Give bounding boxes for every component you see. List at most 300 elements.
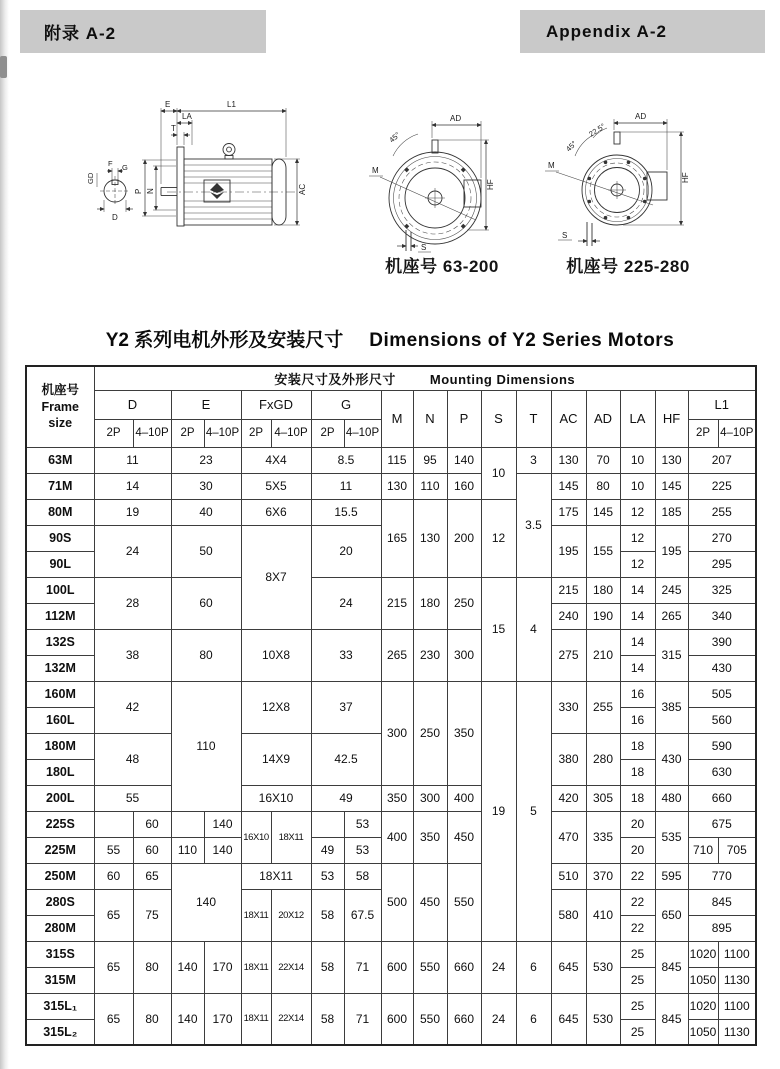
frame-100L: 100L: [26, 577, 94, 603]
table-cell: 350: [413, 811, 447, 863]
side-view-dimensions: [134, 100, 307, 225]
frame-132S: 132S: [26, 629, 94, 655]
table-cell: 33: [311, 629, 381, 681]
table-cell: 60: [94, 863, 133, 889]
page-title: [0, 325, 780, 352]
dim-label-S: S: [562, 231, 568, 240]
table-cell: 305: [586, 785, 620, 811]
table-cell: 255: [586, 681, 620, 733]
table-cell: 12: [481, 499, 516, 577]
table-cell: 295: [688, 551, 756, 577]
table-cell: 37: [311, 681, 381, 733]
table-cell: 155: [586, 525, 620, 577]
angle-label-45: 45°: [387, 130, 402, 145]
table-cell: 80: [133, 941, 171, 993]
table-cell: 140: [171, 863, 241, 941]
appendix-tab-zh: [20, 10, 266, 53]
table-cell: 25: [620, 941, 655, 967]
table-cell: 770: [688, 863, 756, 889]
table-cell: 560: [688, 707, 756, 733]
table-cell: 675: [688, 811, 756, 837]
caption-frame-225-280: 机座号 225-280: [566, 257, 690, 276]
subcol-4-10p: 4–10P: [133, 419, 171, 447]
table-cell: 23: [171, 447, 241, 473]
table-cell: 845: [688, 889, 756, 915]
col-LA: LA: [620, 390, 655, 447]
col-group-FxGD: FxGD: [241, 390, 311, 419]
table-cell: 8X7: [241, 525, 311, 629]
table-cell: 350: [447, 681, 481, 785]
scan-smudge: [0, 56, 7, 78]
table-cell: 58: [311, 889, 344, 941]
table-cell: 130: [551, 447, 586, 473]
dim-label-HF: HF: [486, 179, 495, 190]
table-cell: 530: [586, 941, 620, 993]
appendix-tab-en-label: Appendix A-2: [546, 21, 667, 41]
table-cell: 510: [551, 863, 586, 889]
dim-label-S: S: [421, 243, 427, 252]
table-row: [26, 811, 756, 837]
frame-160M: 160M: [26, 681, 94, 707]
table-cell: 10X8: [241, 629, 311, 681]
subcol-2p: 2P: [171, 419, 204, 447]
col-HF: HF: [655, 390, 688, 447]
table-cell: 24: [481, 941, 516, 993]
table-cell: 165: [381, 499, 413, 577]
table-cell: 42: [94, 681, 171, 733]
frame-63M: 63M: [26, 447, 94, 473]
table-cell: 390: [688, 629, 756, 655]
table-cell: 340: [688, 603, 756, 629]
table-cell: 1130: [718, 1019, 756, 1045]
table-cell: 430: [655, 733, 688, 785]
table-cell: 230: [413, 629, 447, 681]
table-cell: 335: [586, 811, 620, 863]
frame-size-header: 机座号 Frame size: [26, 366, 94, 447]
table-cell: 11: [311, 473, 381, 499]
table-cell: 20: [620, 837, 655, 863]
subcol-2p: 2P: [311, 419, 344, 447]
frame-160L: 160L: [26, 707, 94, 733]
table-cell: 645: [551, 941, 586, 993]
table-cell: 28: [94, 577, 171, 629]
table-cell: 10: [620, 473, 655, 499]
table-cell: 385: [655, 681, 688, 733]
table-cell: 38: [94, 629, 171, 681]
table-cell: 18X11: [271, 811, 311, 863]
table-cell: 18: [620, 733, 655, 759]
table-cell: 71: [344, 993, 381, 1045]
table-cell: 270: [688, 525, 756, 551]
table-cell: 14X9: [241, 733, 311, 785]
table-cell: 550: [413, 993, 447, 1045]
dim-label-GD: GD: [86, 172, 95, 184]
table-cell: 845: [655, 993, 688, 1045]
table-cell: 80: [171, 629, 241, 681]
table-cell: 25: [620, 1019, 655, 1045]
table-cell: 4: [516, 577, 551, 681]
frame-112M: 112M: [26, 603, 94, 629]
dim-label-F: F: [108, 159, 113, 168]
table-cell: 145: [551, 473, 586, 499]
table-cell: 250: [413, 681, 447, 785]
table-cell: 18X11: [241, 889, 271, 941]
table-cell: [171, 811, 204, 837]
table-cell: 58: [311, 993, 344, 1045]
table-cell: 60: [133, 811, 171, 837]
frame-315L₁: 315L₁: [26, 993, 94, 1019]
table-cell: 115: [381, 447, 413, 473]
table-cell: 22X14: [271, 941, 311, 993]
table-cell: 710: [688, 837, 718, 863]
table-cell: 580: [551, 889, 586, 941]
frame-90S: 90S: [26, 525, 94, 551]
table-cell: 53: [311, 863, 344, 889]
table-cell: 25: [620, 993, 655, 1019]
table-cell: 500: [381, 863, 413, 941]
table-cell: 210: [586, 629, 620, 681]
table-cell: 250: [447, 577, 481, 629]
table-cell: 40: [171, 499, 241, 525]
table-cell: 595: [655, 863, 688, 889]
appendix-tab-zh-label: 附录 A-2: [44, 24, 117, 43]
frame-200L: 200L: [26, 785, 94, 811]
page-title-en: Dimensions of Y2 Series Motors: [369, 330, 675, 351]
table-cell: 55: [94, 837, 133, 863]
dim-label-D: D: [112, 213, 118, 222]
dim-label-N: N: [146, 188, 155, 194]
table-cell: 195: [551, 525, 586, 577]
table-cell: 140: [171, 993, 204, 1045]
table-cell: 185: [655, 499, 688, 525]
table-cell: 16: [620, 681, 655, 707]
frame-90L: 90L: [26, 551, 94, 577]
table-cell: 430: [688, 655, 756, 681]
table-cell: 19: [481, 681, 516, 941]
table-row: [26, 473, 756, 499]
table-cell: 315: [655, 629, 688, 681]
table-row: [26, 863, 756, 889]
subcol-2p: 2P: [241, 419, 271, 447]
table-cell: 65: [94, 993, 133, 1045]
table-cell: 15.5: [311, 499, 381, 525]
table-cell: 19: [94, 499, 171, 525]
table-cell: 65: [94, 889, 133, 941]
mounting-dimensions-header: 安装尺寸及外形尺寸 Mounting Dimensions: [94, 366, 756, 390]
table-cell: 20: [311, 525, 381, 577]
table-cell: 22: [620, 863, 655, 889]
table-cell: 4X4: [241, 447, 311, 473]
frame-132M: 132M: [26, 655, 94, 681]
table-cell: 175: [551, 499, 586, 525]
table-cell: 130: [413, 499, 447, 577]
col-group-E: E: [171, 390, 241, 419]
subcol-2p: 2P: [688, 419, 718, 447]
subcol-4-10p: 4–10P: [271, 419, 311, 447]
table-cell: 535: [655, 811, 688, 863]
shaft-detail: [86, 159, 133, 222]
table-cell: 12: [620, 499, 655, 525]
frame-71M: 71M: [26, 473, 94, 499]
table-cell: 470: [551, 811, 586, 863]
table-cell: 24: [311, 577, 381, 629]
table-cell: 80: [586, 473, 620, 499]
table-cell: 130: [655, 447, 688, 473]
table-cell: 420: [551, 785, 586, 811]
table-cell: 530: [586, 993, 620, 1045]
table-cell: 400: [447, 785, 481, 811]
dim-label-LA: LA: [182, 112, 192, 121]
table-cell: 8.5: [311, 447, 381, 473]
table-cell: 215: [551, 577, 586, 603]
table-cell: 110: [171, 681, 241, 811]
col-AC: AC: [551, 390, 586, 447]
table-cell: 240: [551, 603, 586, 629]
col-T: T: [516, 390, 551, 447]
flange-circles: [582, 132, 667, 225]
table-cell: 22: [620, 889, 655, 915]
table-row: [26, 629, 756, 655]
table-cell: 1100: [718, 941, 756, 967]
table-cell: 225: [688, 473, 756, 499]
table-cell: 1050: [688, 1019, 718, 1045]
table-cell: 400: [381, 811, 413, 863]
table-cell: 190: [586, 603, 620, 629]
table-cell: 30: [171, 473, 241, 499]
table-cell: 16: [620, 707, 655, 733]
table-cell: 450: [447, 811, 481, 863]
table-cell: 410: [586, 889, 620, 941]
frame-280S: 280S: [26, 889, 94, 915]
table-cell: 110: [413, 473, 447, 499]
table-cell: 207: [688, 447, 756, 473]
table-cell: 1130: [718, 967, 756, 993]
table-cell: 140: [204, 837, 241, 863]
table-cell: 145: [655, 473, 688, 499]
angle-label-22-5: 22.5°: [587, 121, 607, 139]
table-cell: 380: [551, 733, 586, 785]
frame-80M: 80M: [26, 499, 94, 525]
frame-225M: 225M: [26, 837, 94, 863]
frame-315S: 315S: [26, 941, 94, 967]
table-cell: 14: [620, 603, 655, 629]
table-cell: 67.5: [344, 889, 381, 941]
table-cell: [94, 811, 133, 837]
frame-315L₂: 315L₂: [26, 1019, 94, 1045]
dim-label-T: T: [171, 124, 176, 133]
frame-180L: 180L: [26, 759, 94, 785]
table-cell: 370: [586, 863, 620, 889]
angle-label-45: 45°: [564, 139, 579, 154]
table-cell: 280: [586, 733, 620, 785]
flange-dimensions: [369, 114, 495, 252]
table-cell: 630: [688, 759, 756, 785]
table-cell: 60: [133, 837, 171, 863]
table-cell: 16X10: [241, 811, 271, 863]
table-cell: 6X6: [241, 499, 311, 525]
table-cell: 300: [413, 785, 447, 811]
dim-label-M: M: [548, 161, 555, 170]
caption-frame-63-200: 机座号 63-200: [385, 257, 499, 276]
dim-label-HF: HF: [681, 172, 690, 183]
table-cell: 65: [94, 941, 133, 993]
dimensions-table: [25, 365, 757, 1046]
page-title-zh: Y2 系列电机外形及安装尺寸: [105, 330, 344, 351]
table-cell: 325: [688, 577, 756, 603]
table-cell: 49: [311, 837, 344, 863]
col-N: N: [413, 390, 447, 447]
table-row: [26, 681, 756, 707]
table-cell: 55: [94, 785, 171, 811]
table-cell: 18X11: [241, 993, 271, 1045]
table-cell: 24: [481, 993, 516, 1045]
table-cell: 180: [586, 577, 620, 603]
table-cell: 70: [586, 447, 620, 473]
frame-180M: 180M: [26, 733, 94, 759]
appendix-tab-en: [520, 10, 765, 53]
table-cell: 24: [94, 525, 171, 577]
table-cell: [311, 811, 344, 837]
flange-circles: [389, 140, 481, 244]
col-group-L1: L1: [688, 390, 756, 419]
table-cell: 255: [688, 499, 756, 525]
col-group-G: G: [311, 390, 381, 419]
table-cell: 10: [481, 447, 516, 499]
table-cell: 42.5: [311, 733, 381, 785]
table-cell: 53: [344, 837, 381, 863]
table-cell: 600: [381, 993, 413, 1045]
table-cell: 895: [688, 915, 756, 941]
table-row: [26, 447, 756, 473]
table-cell: 6: [516, 993, 551, 1045]
frame-250M: 250M: [26, 863, 94, 889]
col-M: M: [381, 390, 413, 447]
table-cell: 450: [413, 863, 447, 941]
table-cell: 845: [655, 941, 688, 993]
table-cell: 50: [171, 525, 241, 577]
table-cell: 95: [413, 447, 447, 473]
table-cell: 18X11: [241, 863, 311, 889]
table-cell: 16X10: [241, 785, 311, 811]
table-cell: 140: [447, 447, 481, 473]
table-row: [26, 577, 756, 603]
table-cell: 350: [381, 785, 413, 811]
col-group-D: D: [94, 390, 171, 419]
dim-label-AD: AD: [635, 112, 647, 121]
table-row: [26, 499, 756, 525]
scan-edge-shadow: [0, 0, 9, 1069]
table-cell: 6: [516, 941, 551, 993]
table-cell: 265: [655, 603, 688, 629]
table-cell: 215: [381, 577, 413, 629]
table-cell: 590: [688, 733, 756, 759]
subcol-4-10p: 4–10P: [718, 419, 756, 447]
table-row: [26, 993, 756, 1019]
table-cell: 480: [655, 785, 688, 811]
table-cell: 275: [551, 629, 586, 681]
table-cell: 14: [94, 473, 171, 499]
table-cell: 300: [381, 681, 413, 785]
table-cell: 20X12: [271, 889, 311, 941]
dim-label-M: M: [372, 166, 379, 175]
table-cell: 22X14: [271, 993, 311, 1045]
table-cell: 14: [620, 577, 655, 603]
table-cell: 12X8: [241, 681, 311, 733]
table-cell: 75: [133, 889, 171, 941]
dim-label-P: P: [134, 188, 143, 194]
table-cell: 5X5: [241, 473, 311, 499]
table-cell: 200: [447, 499, 481, 577]
table-cell: 65: [133, 863, 171, 889]
table-cell: 145: [586, 499, 620, 525]
motor-body: [161, 144, 295, 227]
table-cell: 58: [344, 863, 381, 889]
table-cell: 130: [381, 473, 413, 499]
table-cell: 14: [620, 629, 655, 655]
table-cell: 660: [688, 785, 756, 811]
table-cell: 10: [620, 447, 655, 473]
dim-label-L1: L1: [227, 100, 236, 109]
dim-label-AD: AD: [450, 114, 462, 123]
table-cell: 660: [447, 993, 481, 1045]
table-cell: 170: [204, 941, 241, 993]
table-cell: 71: [344, 941, 381, 993]
table-cell: 3.5: [516, 473, 551, 577]
table-cell: 18: [620, 759, 655, 785]
dim-label-G: G: [122, 163, 128, 172]
table-cell: 1100: [718, 993, 756, 1019]
table-cell: 265: [381, 629, 413, 681]
col-AD: AD: [586, 390, 620, 447]
table-cell: 1050: [688, 967, 718, 993]
subcol-2p: 2P: [94, 419, 133, 447]
table-row: [26, 785, 756, 811]
table-cell: 15: [481, 577, 516, 681]
table-cell: 48: [94, 733, 171, 785]
table-cell: 80: [133, 993, 171, 1045]
table-cell: 245: [655, 577, 688, 603]
table-cell: 11: [94, 447, 171, 473]
table-cell: 660: [447, 941, 481, 993]
table-cell: 1020: [688, 993, 718, 1019]
table-cell: 195: [655, 525, 688, 577]
table-cell: 650: [655, 889, 688, 941]
table-cell: 12: [620, 551, 655, 577]
col-S: S: [481, 390, 516, 447]
table-cell: 20: [620, 811, 655, 837]
table-cell: 58: [311, 941, 344, 993]
table-cell: 160: [447, 473, 481, 499]
table-cell: 550: [413, 941, 447, 993]
table-cell: 300: [447, 629, 481, 681]
frame-280M: 280M: [26, 915, 94, 941]
table-cell: 140: [204, 811, 241, 837]
table-row: [26, 941, 756, 967]
subcol-4-10p: 4–10P: [204, 419, 241, 447]
table-cell: 1020: [688, 941, 718, 967]
flange-view-225-280: [543, 110, 713, 260]
table-cell: 330: [551, 681, 586, 733]
table-cell: 705: [718, 837, 756, 863]
subcol-4-10p: 4–10P: [344, 419, 381, 447]
table-cell: 170: [204, 993, 241, 1045]
frame-225S: 225S: [26, 811, 94, 837]
table-cell: 18X11: [241, 941, 271, 993]
flange-view-63-200: [366, 110, 518, 260]
dim-label-AC: AC: [298, 183, 307, 195]
table-cell: 18: [620, 785, 655, 811]
table-cell: 12: [620, 525, 655, 551]
